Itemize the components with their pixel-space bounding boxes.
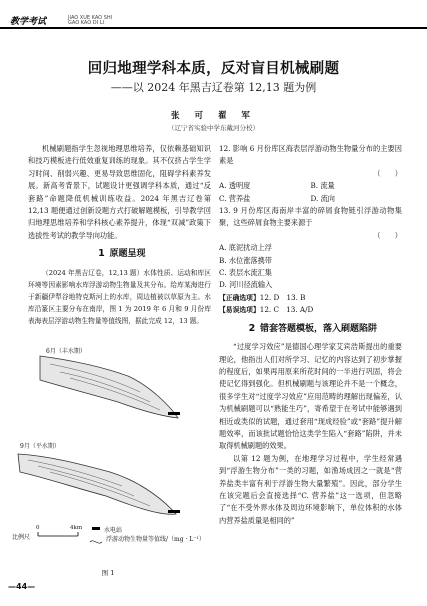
isoline-legend-label: 浮游动物生物量等值线/（mg · L⁻¹） <box>106 536 205 543</box>
answer-line <box>219 292 402 304</box>
section-2-heading <box>219 323 402 335</box>
q13-option-d: D. 河川径流输入 <box>219 280 273 290</box>
answer-label: 【正确选项】 <box>219 293 260 302</box>
q12-stem: 12. 影响 6 月份库区海表层浮游动物生物量分布的主要因素是 <box>219 144 402 166</box>
june-dam-icon <box>168 412 180 415</box>
figure-caption: 图 1 <box>101 569 115 577</box>
answer-text: 12. D 13. B <box>259 292 306 302</box>
section-2-paragraph-1: “过度学习效应”是德国心理学家艾宾浩斯提出的重要理论，他指出人们对所学习、记忆的内容达到了初步掌握的程度后，如果再用原来所花时间的一半进行巩固，将会使记忆得到强化。但机械刷题与该理论并不是一个概念，很多学生对“过度学习效应”应用范畴的理解出现偏差，认为机械刷题可以“熟能生巧”，寄希望于在考试中能够遇到相近或类似的试题，通过套用“现成经验”或“套路”提升解题效率，而该批试题恰恰这类学生陷入“套路”陷阱，并未取得机械刷题的效果。 <box>219 342 402 451</box>
journal-sub-line-1: JIAO XUE KAO SHI <box>68 15 113 21</box>
sept-label: 9月（平水期） <box>20 443 60 450</box>
sept-reservoir-shape <box>18 454 176 514</box>
section-1-number: 1 <box>98 248 105 260</box>
journal-sub <box>68 16 112 26</box>
q13-paren: （ ） <box>373 230 402 240</box>
page-number: —44— <box>8 582 36 591</box>
q12-option-c: C. 营养盐 <box>219 193 251 203</box>
scale-label: 比例尺 <box>12 534 31 541</box>
article-author: 张 可 翟 军 <box>171 111 256 121</box>
article-subtitle: ——以 2024 年黑吉辽卷第 12,13 题为例 <box>110 81 317 94</box>
question-13 <box>219 205 402 292</box>
june-label: 6月（丰水期） <box>46 348 86 355</box>
reservoir-map <box>10 346 206 586</box>
left-column <box>28 143 211 328</box>
q12-option-d: D. 流向 <box>310 193 335 203</box>
question-12 <box>219 143 402 205</box>
intro-paragraph: 机械刷题指学生忽视地理思维培养，仅依赖基础知识和技巧模板进行低效重复训练的现象。其不仅挤占学生学习时间、削弱兴趣、更易导致思维固化，阻碍学科素养发展。新高考背景下，试题设计更强调学科本质，通过“反套路”命题降低机械训练收益。2024 年黑吉辽卷第 12,13 题便通过创新设题方式打破解题模板，引导教学回归地理思维培养和学科核心素养提升，体现“双减”政策下选拔性考试的教学导向功能。 <box>28 144 211 240</box>
isoline-legend-icon <box>90 541 102 543</box>
header-rule <box>0 27 427 29</box>
error-label: 【易误选项】 <box>219 306 260 315</box>
q12-options <box>219 180 402 205</box>
q13-option-c: C. 表层水流汇集 <box>219 268 272 278</box>
error-text: 12. C 13. A/D <box>259 305 314 315</box>
section-1-title: 原题呈现 <box>109 249 146 260</box>
section-1-heading <box>28 248 211 260</box>
scale-tick-1: 4km <box>70 525 83 531</box>
q12-paren: （ ） <box>373 168 402 178</box>
right-column <box>219 143 402 527</box>
sept-dam-icon <box>168 510 180 513</box>
scale-tick-0: 0 <box>36 525 40 531</box>
q12-option-b: B. 流量 <box>310 181 335 191</box>
q13-option-b: B. 水位涨落携带 <box>219 255 272 265</box>
problem-paragraph: （2024 年黑吉辽卷，12,13 题）水体性质、运动和库区环境等因素影响水库浮游动物生物量及其分布。给库某海进行于新疆伊犁谷地特克斯河上的水库，周边植被以草原为主。水库沿篆区主要分布在南岸，图 1 为 2019 年 6 月和 9 月份库表海表层浮游动物生物量等值线图，据此完成 12，13 题。 <box>28 268 211 326</box>
journal-logo: 教学考试 <box>10 17 47 27</box>
page-header <box>0 14 427 28</box>
q13-option-a: A. 底泥扰动上浮 <box>219 243 272 253</box>
article-title: 回归地理学科本质，反对盲目机械刷题 <box>87 61 340 77</box>
section-2-paragraph-2: 以第 12 题为例，在地理学习过程中，学生经常遇到“浮游生物分布”一类的习题，如渔场成因之一就是“营养盐类丰富有利于浮游生物大量繁殖”。因此，部分学生在该完题后会直接选择“C. 营养盐”这一选项，但忽略了“在不受外界水体及周边环境影响下，单位体积的水体内营养盐质量是相同的” <box>219 453 402 525</box>
section-2-title: 错套答题模板，落入刷题陷阱 <box>259 323 377 334</box>
journal-sub-line-2: GAO KAO DI LI <box>68 20 104 26</box>
section-2-number: 2 <box>248 322 256 334</box>
station-legend-icon <box>92 527 100 530</box>
article-affiliation: （辽宁省实验中学东戴河分校） <box>168 124 259 132</box>
error-line <box>219 304 402 316</box>
q13-stem: 13. 9 月份库区海南岸丰富的碎屑食物链引浮游动物集聚，这些碎屑食物主要来源于 <box>219 206 402 228</box>
figure-1 <box>10 346 206 606</box>
q12-option-a: A. 透明度 <box>219 181 251 191</box>
station-legend-label: 水电站 <box>104 527 123 534</box>
